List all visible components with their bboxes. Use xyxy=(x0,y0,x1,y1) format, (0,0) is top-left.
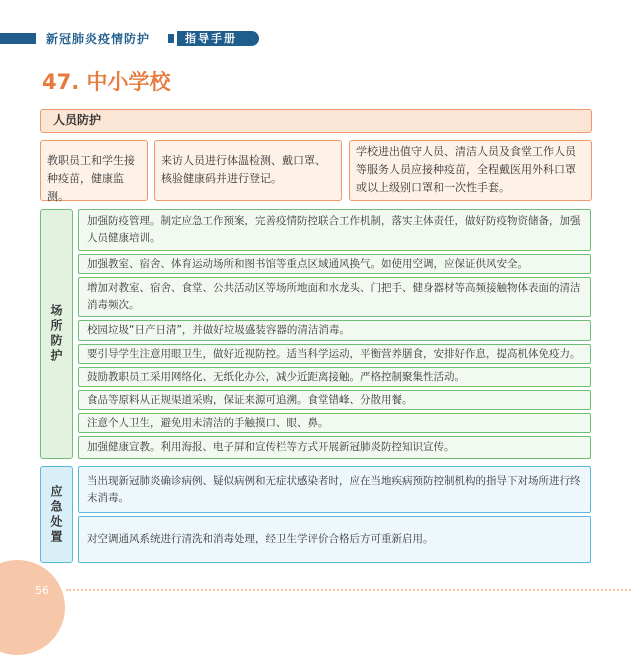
places-heading: 场所防护 xyxy=(40,209,73,459)
page-title: 47. 中小学校 xyxy=(42,70,171,94)
places-item: 校园垃圾“日产日清”，并做好垃圾盛装容器的清洁消毒。 xyxy=(78,320,591,341)
emergency-item: 对空调通风系统进行清洗和消毒处理，经卫生学评价合格后方可重新启用。 xyxy=(78,516,591,563)
places-item: 加强防疫管理。制定应急工作预案，完善疫情防控联合工作机制，落实主体责任，做好防疫物资储备，加强人员健康培训。 xyxy=(78,209,591,251)
personnel-card: 教职员工和学生接种疫苗，健康监测。 xyxy=(40,140,148,201)
places-item: 增加对教室、宿舍、食堂、公共活动区等场所地面和水龙头、门把手、健身器材等高频接触物体表面的清洁消毒频次。 xyxy=(78,277,591,317)
emergency-heading: 应急处置 xyxy=(40,466,73,563)
personnel-card: 来访人员进行体温检测、戴口罩、核验健康码并进行登记。 xyxy=(154,140,342,201)
places-item: 注意个人卫生，避免用未清洁的手触摸口、眼、鼻。 xyxy=(78,413,591,433)
personnel-card: 学校进出值守人员、清洁人员及食堂工作人员等服务人员应接种疫苗，全程戴医用外科口罩或以上级别口罩和一次性手套。 xyxy=(349,140,592,201)
footer-dotted-line xyxy=(66,589,631,591)
places-item: 加强教室、宿舍、体育运动场所和图书馆等重点区域通风换气。如使用空调，应保证供风安全。 xyxy=(78,254,591,274)
header-accent-bar xyxy=(0,33,36,44)
places-item: 食品等原料从正规渠道采购，保证来源可追溯。食堂错峰、分散用餐。 xyxy=(78,390,591,410)
page-number: 56 xyxy=(35,584,49,597)
places-item: 加强健康宣教。利用海报、电子屏和宣传栏等方式开展新冠肺炎防控知识宣传。 xyxy=(78,436,591,459)
places-item: 要引导学生注意用眼卫生，做好近视防控。适当科学运动，平衡营养膳食，安排好作息，提高机体免疫力。 xyxy=(78,344,591,364)
handbook-tag: 指导手册 xyxy=(177,31,259,46)
personnel-heading: 人员防护 xyxy=(40,109,592,133)
places-item: 鼓励教职员工采用网络化、无纸化办公，减少近距离接触。严格控制聚集性活动。 xyxy=(78,367,591,387)
page-number-circle xyxy=(0,560,65,655)
handbook-title: 新冠肺炎疫情防护 xyxy=(46,32,151,46)
emergency-item: 当出现新冠肺炎确诊病例、疑似病例和无症状感染者时，应在当地疾病预防控制机构的指导下对场所进行终末消毒。 xyxy=(78,466,591,513)
header-tag-accent xyxy=(168,34,174,43)
